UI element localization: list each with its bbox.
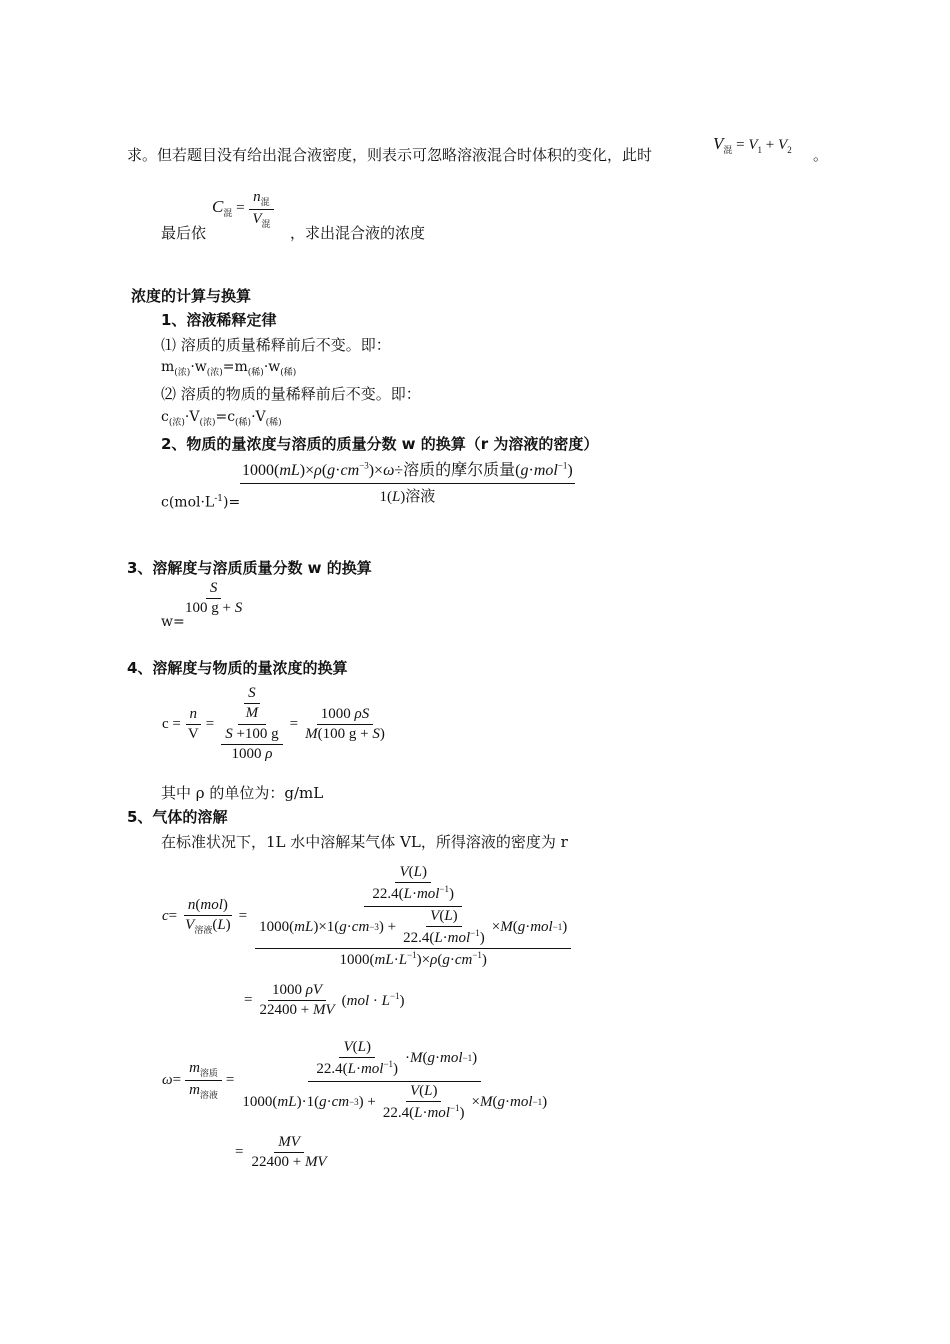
w-formula: $\frac{S}{100 g + S}$ (185, 580, 243, 616)
solubility-concentration-formula: c = $\frac{n}{V}$ = $\frac{\frac{S}{M}}{\frac{S +100 g}{1000 \rho}}$ = $\frac{1000 \rho S}{M(100 g + S)}$ (162, 685, 385, 762)
section-title: 浓度的计算与换算 (131, 287, 252, 305)
gas-intro: 在标准状况下，1L 水中溶解某气体 VL，所得溶液的密度为 r (161, 833, 568, 851)
paragraph-text: 求。但若题目没有给出混合液密度，则表示可忽略溶液混合时体积的变化，此时 (127, 146, 653, 164)
concentration-formula: $\frac{1000(mL)\times\rho(g\cdot cm^{-3})\times\omega\div 溶质的摩尔质量(g\cdot mol^{-1})}{\text{1(L)溶液}}$ (240, 457, 575, 506)
heading-solubility-w: 3、溶解度与溶质质量分数 w 的换算 (127, 559, 372, 577)
heading-gas-dissolution: 5、气体的溶解 (127, 808, 228, 826)
w-lhs: w= (161, 614, 185, 630)
dilution-equation-2: $c_{(浓)}\cdot V_{(浓)}=c_{(稀)}\cdot V_{(稀)}$ (161, 409, 282, 428)
w-numerator: S (206, 580, 222, 599)
concentration-lhs: $c(mol\cdot L^{-1})=$ (161, 494, 241, 511)
paragraph-prefix: 最后依 (161, 224, 207, 242)
period: 。 (813, 146, 829, 164)
gas-concentration-formula: c = $\frac{\text{n(mol)}}{V_{溶液}(L)}$ = $\frac{V(L)}{22.4(L\cdot mol^{-1})}$ 1000( mL )×1( g · cm −3 ) + $\frac{V(L)}{22.4(L\cdot mol^{-1})}$ × M ( g · mol −1 ) $1000(mL\cdot L^{-1})\times\rho(g\cdot cm^{-1})$ (162, 852, 575, 980)
heading-conversion-w: 2、物质的量浓度与溶质的质量分数 w 的换算（r 为溶液的密度） (161, 435, 599, 453)
dilution-equation-1: $m_{(浓)}\cdot w_{(浓)}=m_{(稀)}\cdot w_{(稀)}$ (161, 359, 297, 378)
gas-concentration-result: = $\frac{1000 \rho V}{22400 + MV}$ $(mol \cdot L^{-1})$ (244, 982, 405, 1018)
density-unit-note: 其中 ρ 的单位为：g/mL (161, 784, 324, 802)
paragraph-suffix: ，求出混合液的浓度 (290, 224, 426, 242)
heading-dilution-law: 1、溶液稀释定律 (161, 311, 277, 329)
heading-solubility-c: 4、溶解度与物质的量浓度的换算 (127, 659, 348, 677)
gas-mass-fraction-result: = $\frac{MV}{22400 + MV}$ (235, 1134, 327, 1170)
dilution-item-2: ⑵ 溶质的物质的量稀释前后不变。即： (161, 385, 421, 403)
dilution-item-1: ⑴ 溶质的质量稀释前后不变。即： (161, 336, 391, 354)
mixture-concentration-formula: $C_混$ = $\frac{n_混}{V_混}$ (212, 189, 275, 230)
paragraph-line (127, 144, 652, 165)
volume-sum-formula: $V_混 = V_1 + V_2$ (713, 134, 792, 155)
gas-mass-fraction-formula: ω = $\frac{m_{溶质}}{m_{溶液}}$ = $\frac{V(L)}{22.4(L\cdot mol^{-1})}$ · M ( g · mol −1 ) 1000( mL )·1( g · cm −3 ) + $\frac{V(L)}{22.4(L\cdot mol^{-1})}$ × M ( g · mol −1 ) (162, 1038, 548, 1121)
